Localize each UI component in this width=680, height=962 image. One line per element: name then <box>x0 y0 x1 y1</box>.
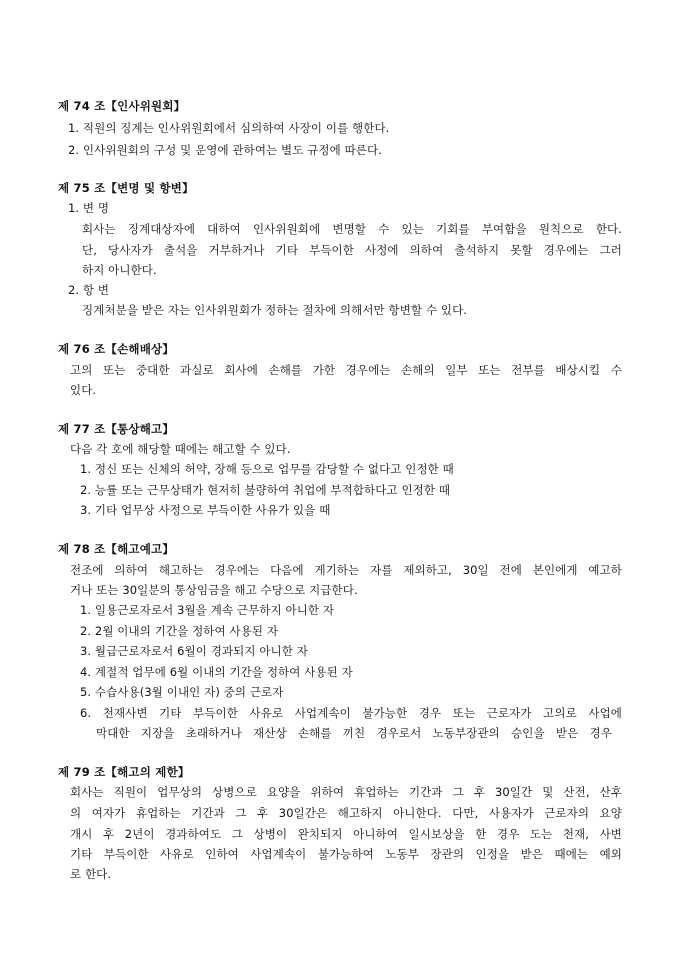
article-74-item-1: 1. 직원의 징계는 인사위원회에서 심의하여 사장이 이를 행한다. <box>68 121 390 135</box>
article-75-item-1-text-1: 회사는 징계대상자에 대하여 인사위원회에 변명할 수 있는 기회를 부여함을 원칙으로 한다. <box>82 222 622 236</box>
article-78-heading: 제 78 조【해고예고】 <box>58 542 175 556</box>
article-79-text-3: 개시 후 2년이 경과하여도 그 상병이 완치되지 아니하여 일시보상을 한 경우 도는 천재, 사변 <box>70 827 622 841</box>
article-77-item-2: 2. 능률 또는 근무상태가 현저히 불량하여 취업에 부적합하다고 인정한 때 <box>80 483 451 497</box>
article-79-text-4: 기타 부득이한 사유로 인하여 사업계속이 불가능하여 노동부 장관의 인정을 받은 때에는 예외 <box>70 847 622 861</box>
article-76-text-1: 고의 또는 중대한 과실로 회사에 손해를 가한 경우에는 손해의 일부 또는 전부를 배상시킬 수 <box>70 363 622 377</box>
article-78-item-6: 6. 천재사변 기타 부득이한 사유로 사업계속이 불가능한 경우 또는 근로자가 고의로 사업에 <box>80 706 622 720</box>
article-77-item-3: 3. 기타 업무상 사정으로 부득이한 사유가 있을 때 <box>80 503 331 517</box>
article-78-intro-1: 전조에 의하여 해고하는 경우에는 다음에 게기하는 자를 제외하고, 30일 전에 본인에게 예고하 <box>70 563 622 577</box>
article-79-heading: 제 79 조【해고의 제한】 <box>58 765 190 779</box>
article-78-item-3: 3. 월급근로자로서 6월이 경과되지 아니한 자 <box>80 644 308 658</box>
article-74-heading: 제 74 조【인사위원회】 <box>58 99 186 113</box>
article-77-heading: 제 77 조【통상해고】 <box>58 422 175 436</box>
article-75-item-2-text: 징계처분을 받은 자는 인사위원회가 정하는 절차에 의해서만 항변할 수 있다. <box>82 303 468 317</box>
article-75-item-1-text-2: 단, 당사자가 출석을 거부하거나 기타 부득이한 사정에 의하여 출석하지 못할 경우에는 그러 <box>82 243 622 257</box>
article-75-heading: 제 75 조【변명 및 항변】 <box>58 181 194 195</box>
article-75-item-2-title: 2. 항 변 <box>68 283 110 297</box>
article-76-heading: 제 76 조【손해배상】 <box>58 342 175 356</box>
article-79-text-2: 의 여자가 휴업하는 기간과 그 후 30일간은 해고하지 아니한다. 다만, 사용자가 근로자의 요양 <box>70 806 622 820</box>
article-78-item-5: 5. 수습사용(3월 이내인 자) 중의 근로자 <box>80 685 284 699</box>
article-75-item-1-title: 1. 변 명 <box>68 201 110 215</box>
article-74-item-2: 2. 인사위원회의 구성 및 운영에 관하여는 별도 규정에 따른다. <box>68 143 382 157</box>
article-79-text-5: 로 한다. <box>70 867 112 881</box>
article-78-item-2: 2. 2월 이내의 기간을 정하여 사용된 자 <box>80 624 279 638</box>
article-77-item-1: 1. 정신 또는 신체의 허약, 장해 등으로 업무를 감당할 수 없다고 인정한 때 <box>80 462 454 476</box>
article-79-text-1: 회사는 직원이 업무상의 상병으로 요양을 위하여 휴업하는 기간과 그 후 30일간 및 산전, 산후 <box>70 785 622 799</box>
article-78-item-4: 4. 계절적 업무에 6월 이내의 기간을 정하여 사용된 자 <box>80 665 353 679</box>
article-78-item-6-cont: 막대한 지장을 초래하거나 재산상 손해를 끼친 경우로서 노동부장관의 승인을 받은 경우 <box>96 726 612 740</box>
article-78-item-1: 1. 일용근로자로서 3월을 계속 근무하지 아니한 자 <box>80 603 335 617</box>
article-76-text-2: 있다. <box>70 383 97 397</box>
article-78-intro-2: 거나 또는 30일분의 통상임금을 해고 수당으로 지급한다. <box>70 583 358 597</box>
article-77-intro: 다음 각 호에 해당할 때에는 해고할 수 있다. <box>70 442 291 456</box>
article-75-item-1-text-3: 하지 아니한다. <box>82 263 157 277</box>
